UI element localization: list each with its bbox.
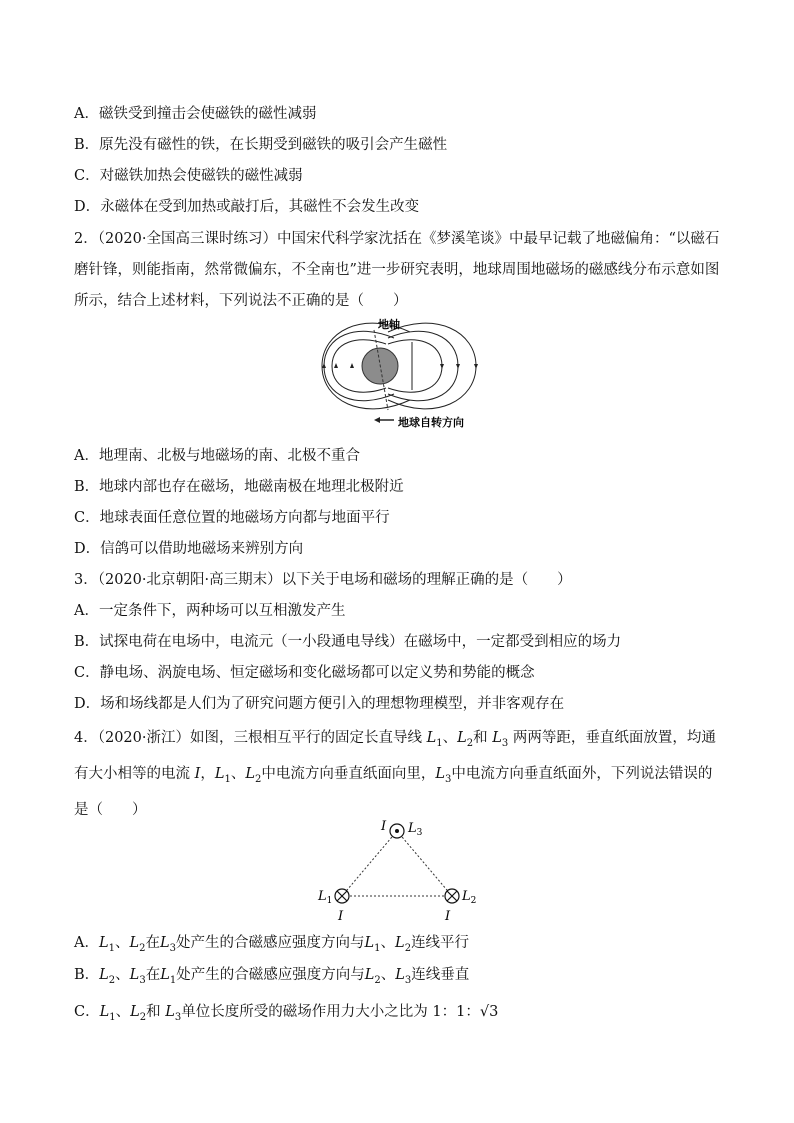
- figure-axis-label: 地轴: [378, 318, 400, 331]
- q1-option-a: A．磁铁受到撞击会使磁铁的磁性减弱: [74, 106, 317, 122]
- q3-option-d: D．场和场线都是人们为了研究问题方便引入的理想物理模型，并非客观存在: [74, 696, 565, 712]
- q2-stem: 2．（2020·全国高三课时练习）中国宋代科学家沈括在《梦溪笔谈》中最早记载了地磁偏角：“以磁石磨针锋，则能指南，然常微偏东，不全南也”进一步研究表明，地球周围地磁场的磁感线分布示意如图所示，结合上述材料，下列说法不正确的是（ ）: [74, 231, 720, 309]
- q3-stem: 3．（2020·北京朝阳·高三期末）以下关于电场和磁场的理解正确的是（ ）: [74, 572, 572, 588]
- earth-magnetic-field-figure: [316, 314, 484, 432]
- q2-option-d: D．信鸽可以借助地磁场来辨别方向: [74, 541, 304, 557]
- label-i-left: I: [338, 909, 344, 922]
- q3-option-b: B．试探电荷在电场中，电流元（一小段通电导线）在磁场中，一定都受到相应的场力: [74, 634, 622, 650]
- q1-option-d: D．永磁体在受到加热或敲打后，其磁性不会发生改变: [74, 199, 420, 215]
- label-i-top: I: [381, 819, 387, 834]
- q4-option-b: B．$L_2$、$L_3$在$L_1$处产生的合磁感应强度方向与$L_2$、$L_3$连线垂直: [74, 967, 470, 986]
- q1-option-b: B．原先没有磁性的铁，在长期受到磁铁的吸引会产生磁性: [74, 137, 448, 153]
- q3-option-c: C．静电场、涡旋电场、恒定磁场和变化磁场都可以定义势和势能的概念: [74, 665, 535, 681]
- label-l3: $L_3$: [408, 821, 423, 838]
- three-wires-figure: [312, 814, 486, 922]
- label-l1: $L_1$: [318, 889, 333, 906]
- q2-option-c: C．地球表面任意位置的地磁场方向都与地面平行: [74, 510, 390, 526]
- q4-stem: 4．（2020·浙江）如图，三根相互平行的固定长直导线 $L_1$、$L_2$和 $L_3$ 两两等距，垂直纸面放置，均通有大小相等的电流 I，$L_1$、$L_2$中电流方向垂直纸面向里，$L_3$中电流方向垂直纸面外，下列说法错误的是（ ）: [74, 730, 716, 818]
- figure-rotation-label: 地球自转方向: [398, 416, 464, 429]
- q3-option-a: A．一定条件下，两种场可以互相激发产生: [74, 603, 346, 619]
- q4-option-c: C．$L_1$、$L_2$和 $L_3$单位长度所受的磁场作用力大小之比为 1：1：√3: [74, 1004, 499, 1023]
- q2-option-a: A．地理南、北极与地磁场的南、北极不重合: [74, 448, 360, 464]
- label-i-right: I: [445, 909, 451, 922]
- label-l2: $L_2$: [462, 889, 477, 906]
- q2-option-b: B．地球内部也存在磁场，地磁南极在地理北极附近: [74, 479, 404, 495]
- q4-option-a: A．$L_1$、$L_2$在$L_3$处产生的合磁感应强度方向与$L_1$、$L_2$连线平行: [74, 935, 470, 954]
- q1-option-c: C．对磁铁加热会使磁铁的磁性减弱: [74, 168, 303, 184]
